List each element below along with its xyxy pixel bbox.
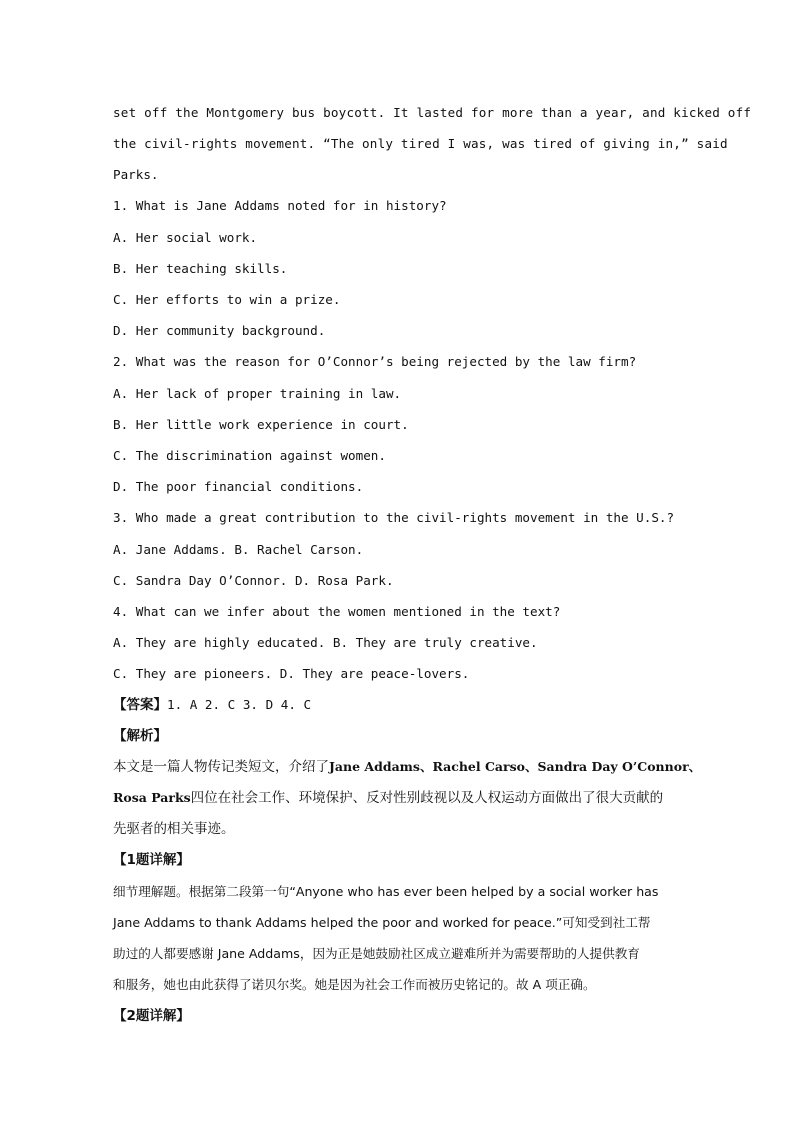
answer-label: 【答案】 xyxy=(113,697,167,713)
answer-option: A. Her social work. xyxy=(113,230,258,245)
analysis-line: 先驱者的相关事迹。 xyxy=(113,821,235,837)
passage-line: the civil-rights movement. “The only tired I was, was tired of giving in,” said xyxy=(113,136,728,151)
answer-option: B. Her teaching skills. xyxy=(113,261,288,276)
analysis-names: Rosa Parks xyxy=(113,790,191,805)
detail1-label: 【1题详解】 xyxy=(113,852,190,868)
answer-option: A. Her lack of proper training in law. xyxy=(113,386,402,401)
question-stem: 2. What was the reason for O’Connor’s being rejected by the law firm? xyxy=(113,354,637,369)
passage-line: set off the Montgomery bus boycott. It lasted for more than a year, and kicked off xyxy=(113,105,752,120)
detail1-line: 助过的人都要感谢 Jane Addams，因为正是她鼓励社区成立避难所并为需要帮助的人提供教育 xyxy=(113,946,640,961)
answer-option: D. The poor financial conditions. xyxy=(113,479,364,494)
answer-option: D. Her community background. xyxy=(113,323,326,338)
analysis-names: Jane Addams、Rachel Carso、Sandra Day O’Connor、 xyxy=(329,759,702,774)
analysis-label: 【解析】 xyxy=(113,728,167,744)
answer-option: C. Her efforts to win a prize. xyxy=(113,292,341,307)
answer-option-line: A. Jane Addams. B. Rachel Carson. xyxy=(113,542,364,557)
answer-option: B. Her little work experience in court. xyxy=(113,417,409,432)
detail1-line: Jane Addams to thank Addams helped the poor and worked for peace.”可知受到社工帮 xyxy=(113,915,651,930)
answer-option-line: C. Sandra Day O’Connor. D. Rosa Park. xyxy=(113,573,394,588)
analysis-text: 四位在社会工作、环境保护、反对性别歧视以及人权运动方面做出了很大贡献的 xyxy=(190,790,664,806)
analysis-line xyxy=(113,790,663,806)
detail1-line: 和服务，她也由此获得了诺贝尔奖。她是因为社会工作而被历史铭记的。故 A 项正确。 xyxy=(113,977,596,992)
analysis-line xyxy=(113,759,701,775)
answer-option-line: A. They are highly educated. B. They are truly creative. xyxy=(113,635,538,650)
question-stem: 4. What can we infer about the women mentioned in the text? xyxy=(113,604,561,619)
answer-key xyxy=(113,697,311,713)
analysis-text: 本文是一篇人物传记类短文，介绍了 xyxy=(113,759,329,775)
question-stem: 3. Who made a great contribution to the civil-rights movement in the U.S.? xyxy=(113,510,675,525)
detail2-label: 【2题详解】 xyxy=(113,1008,190,1024)
passage-line: Parks. xyxy=(113,167,159,182)
question-stem: 1. What is Jane Addams noted for in history? xyxy=(113,198,447,213)
detail1-line: 细节理解题。根据第二段第一句“Anyone who has ever been helped by a social worker has xyxy=(113,884,659,899)
answer-values: 1. A 2. C 3. D 4. C xyxy=(167,697,312,712)
answer-option-line: C. They are pioneers. D. They are peace-lovers. xyxy=(113,666,470,681)
answer-option: C. The discrimination against women. xyxy=(113,448,386,463)
